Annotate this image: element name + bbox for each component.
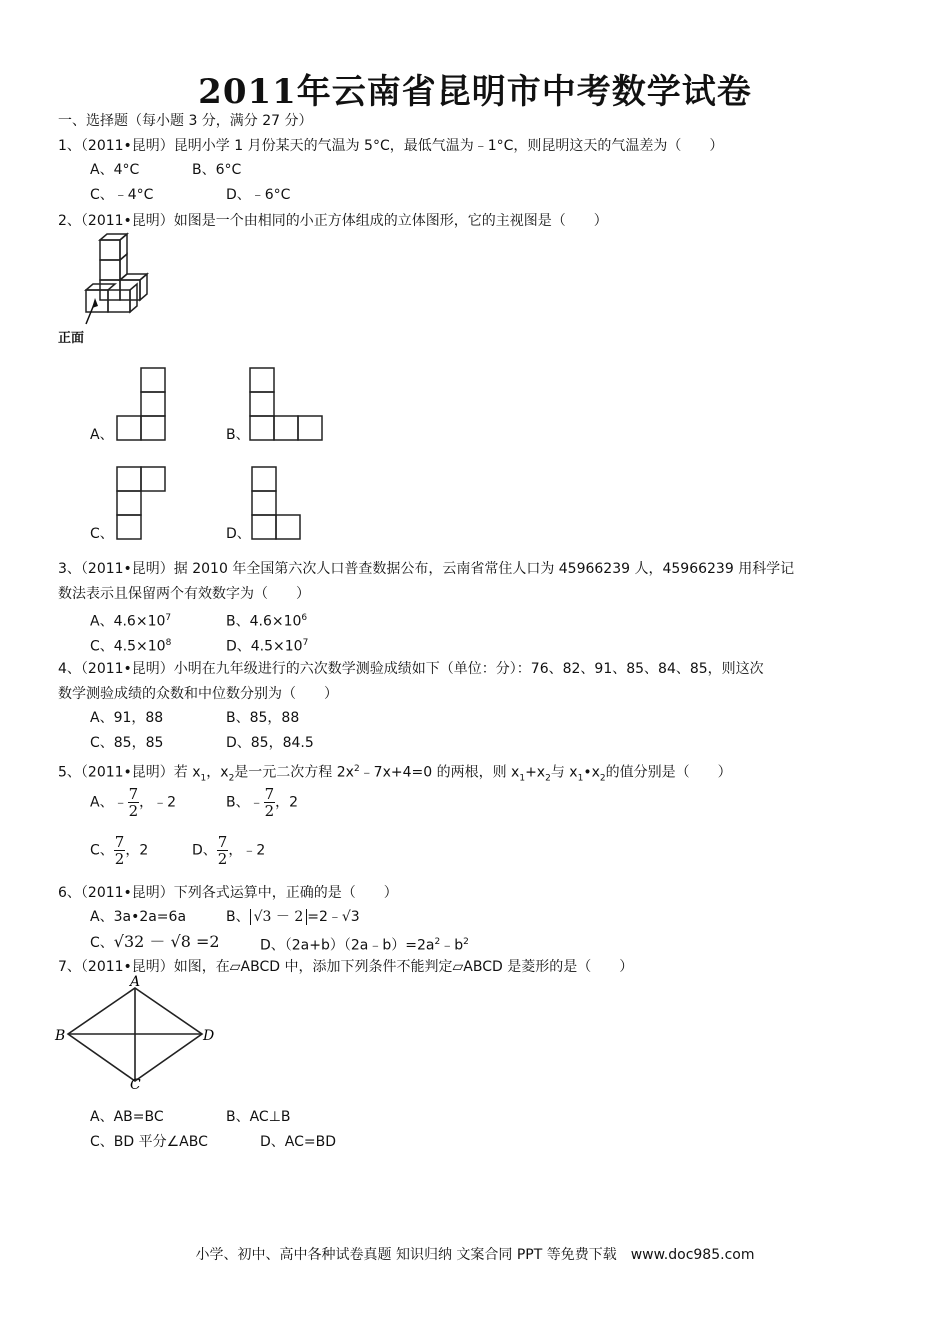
q3-option-b[interactable]: B、$4.6\times 10^6$: [226, 613, 308, 630]
question-6-stem: 6、（2011•昆明）下列各式运算中，正确的是（ ）: [58, 885, 398, 901]
q6-option-d[interactable]: D、$(2a+b)(2a﹣b)=2a^2﹣b^2$: [260, 937, 469, 954]
question-2-stem: 2、（2011•昆明）如图是一个由相同的小正方体组成的立体图形，它的主视图是（ ）: [58, 213, 608, 229]
fraction: $\frac{7}{2}$: [114, 833, 125, 868]
q2-option-a-figure: [117, 367, 167, 441]
rhombus-figure: [55, 976, 220, 1091]
q5-option-c[interactable]: C、 $\frac{7}{2}$ ，2: [90, 833, 149, 868]
q6-option-b[interactable]: B、 √3 － 2 =2﹣√3: [226, 909, 360, 925]
q3-option-d[interactable]: D、$4.5\times 10^7$: [226, 638, 309, 655]
q7-option-c[interactable]: C、BD 平分∠ABC: [90, 1134, 208, 1150]
front-view-label: 正面: [58, 331, 85, 346]
q4-option-a[interactable]: A、91，88: [90, 710, 164, 726]
q4-option-c[interactable]: C、85，85: [90, 735, 164, 751]
page-title: 2011年云南省昆明市中考数学试卷: [198, 72, 752, 112]
q7-option-d[interactable]: D、AC=BD: [260, 1134, 337, 1150]
q1-option-a[interactable]: A、4°C: [90, 162, 140, 178]
question-5-stem: 5、（2011•昆明）若 $x_1$，$x_2$是一元二次方程 $2x^2﹣7x+4=0$ 的两根，则 $x_1+x_2$与 $x_1•x_2$的值分别是（ ）: [58, 764, 732, 784]
vertex-label-b: B: [55, 1028, 66, 1044]
q2-option-c-figure: [117, 466, 167, 540]
q2-option-d[interactable]: D、: [226, 526, 251, 542]
q1-option-c[interactable]: C、﹣4°C: [90, 187, 154, 203]
q2-option-c[interactable]: C、: [90, 526, 114, 542]
vertex-label-d: D: [203, 1028, 215, 1044]
q1-option-b[interactable]: B、6°C: [192, 162, 242, 178]
q6-option-a[interactable]: A、3a•2a=6a: [90, 909, 187, 925]
question-3-stem-line2: 数法表示且保留两个有效数字为（ ）: [58, 586, 310, 602]
vertex-label-a: A: [130, 974, 141, 990]
question-7-stem: 7、（2011•昆明）如图，在▱ABCD 中，添加下列条件不能判定▱ABCD 是菱形的是（ ）: [58, 959, 634, 975]
question-4-stem-line1: 4、（2011•昆明）小明在九年级进行的六次数学测验成绩如下（单位：分）：76、82、91、85、84、85，则这次: [58, 661, 764, 677]
footer-text: 小学、初中、高中各种试卷真题 知识归纳 文案合同 PPT 等免费下载 www.doc985.com: [195, 1247, 755, 1263]
q1-option-d[interactable]: D、﹣6°C: [226, 187, 291, 203]
q5-option-a[interactable]: A、﹣ $\frac{7}{2}$ ，﹣2: [90, 785, 177, 820]
vertex-label-c: C: [130, 1077, 141, 1093]
q6-option-c[interactable]: C、√32 － √8 =2: [90, 932, 220, 951]
question-3-stem-line1: 3、（2011•昆明）据 2010 年全国第六次人口普查数据公布，云南省常住人口为 45966239 人，45966239 用科学记: [58, 561, 795, 577]
q3-option-a[interactable]: A、$4.6\times 10^7$: [90, 613, 172, 630]
q2-option-d-figure: [252, 466, 302, 540]
cube-stack-figure: [80, 232, 155, 327]
q2-option-b[interactable]: B、: [226, 427, 250, 443]
q2-option-a[interactable]: A、: [90, 427, 114, 443]
question-4-stem-line2: 数学测验成绩的众数和中位数分别为（ ）: [58, 686, 338, 702]
fraction: $\frac{7}{2}$: [128, 785, 139, 820]
section-heading: 一、选择题（每小题 3 分，满分 27 分）: [58, 113, 313, 129]
q7-option-b[interactable]: B、AC⊥B: [226, 1109, 291, 1125]
q5-option-b[interactable]: B、﹣ $\frac{7}{2}$ ，2: [226, 785, 299, 820]
fraction: $\frac{7}{2}$: [217, 833, 228, 868]
q4-option-b[interactable]: B、85，88: [226, 710, 300, 726]
q3-option-c[interactable]: C、$4.5\times 10^8$: [90, 638, 172, 655]
q7-option-a[interactable]: A、AB=BC: [90, 1109, 164, 1125]
q4-option-d[interactable]: D、85，84.5: [226, 735, 314, 751]
q5-option-d[interactable]: D、 $\frac{7}{2}$ ，﹣2: [192, 833, 266, 868]
question-1-stem: 1、（2011•昆明）昆明小学 1 月份某天的气温为 5°C，最低气温为﹣1°C，则昆明这天的气温差为（ ）: [58, 138, 724, 154]
fraction: $\frac{7}{2}$: [264, 785, 275, 820]
q2-option-b-figure: [250, 367, 325, 441]
